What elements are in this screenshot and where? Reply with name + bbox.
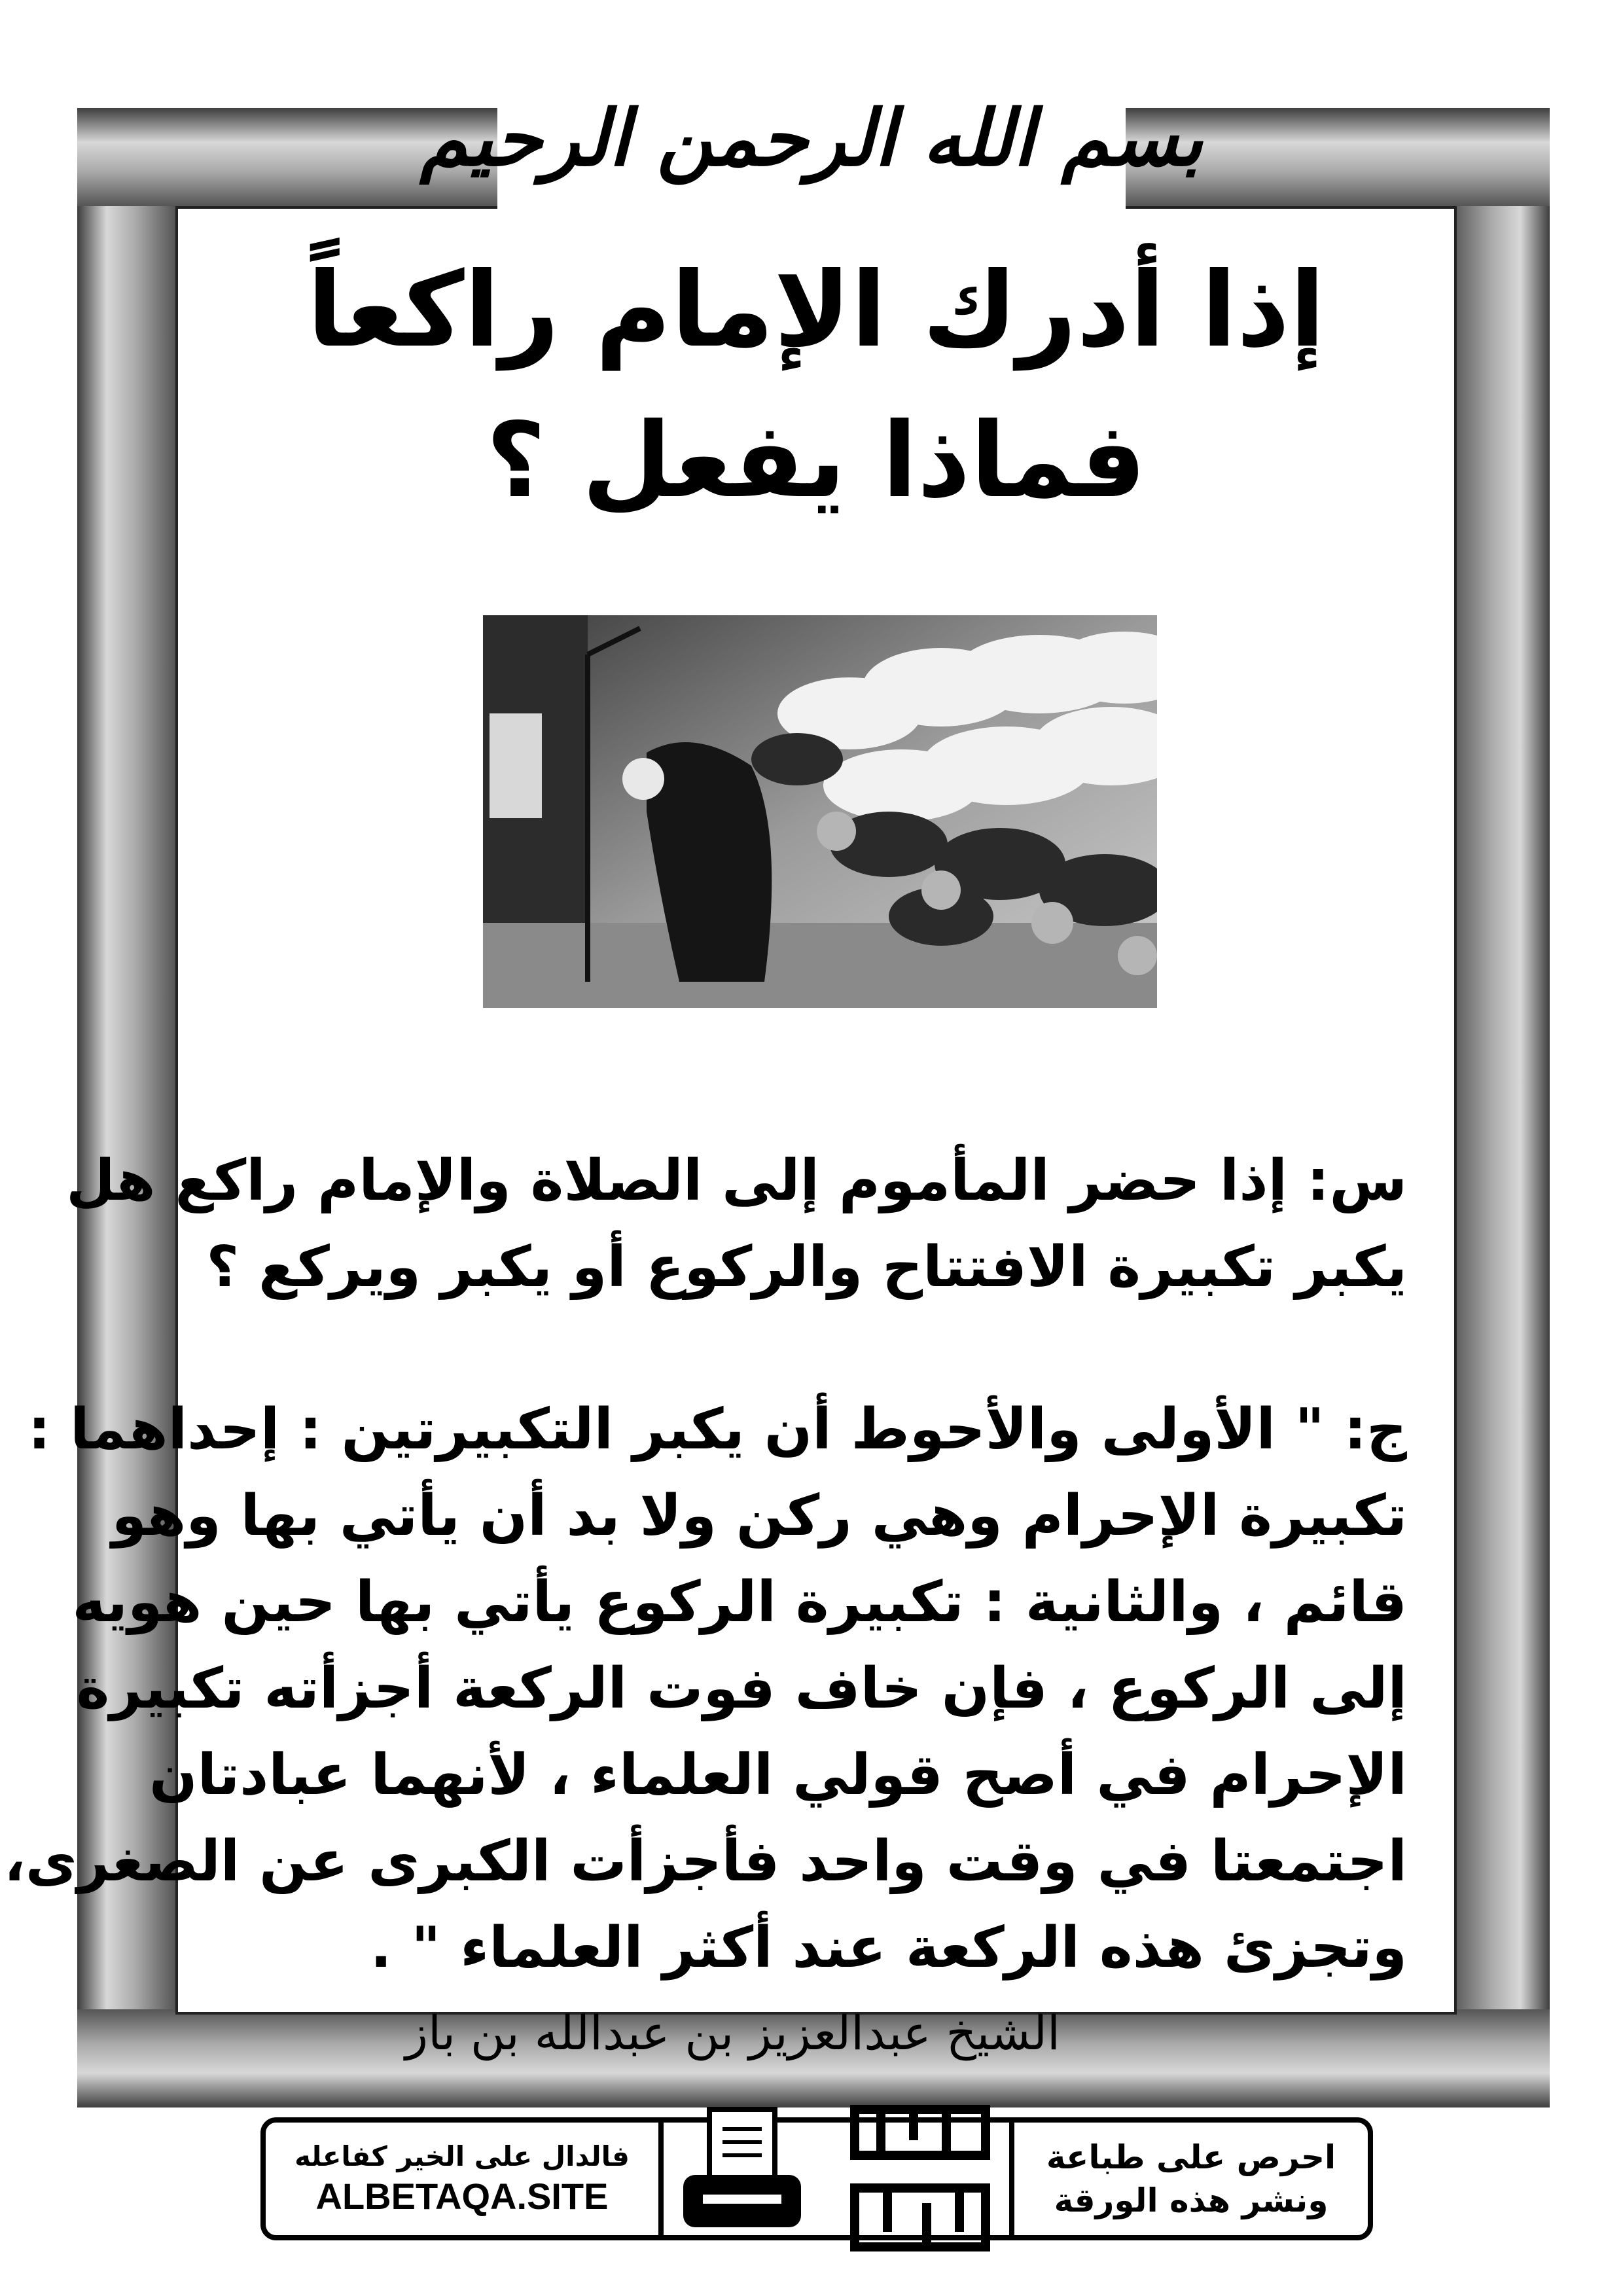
answer-line: وتجزئ هذه الركعة عند أكثر العلماء " . xyxy=(370,1915,1407,1981)
page-title-line-1: إذا أدرك الإمام راكعاً xyxy=(307,250,1325,370)
question-line: يكبر تكبيرة الافتتاح والركوع أو يكبر ويركع ؟ xyxy=(206,1234,1407,1300)
footer-logo-section xyxy=(658,2123,1025,2235)
footer-print-line-2: ونشر هذه الورقة xyxy=(1054,2181,1329,2219)
basmala: بسم الله الرحمن الرحيم xyxy=(419,92,1204,183)
answer-line: إلى الركوع ، فإن خاف فوت الركعة أجزأته تكبيرة xyxy=(76,1656,1407,1721)
footer-site-link[interactable]: ALBETAQA.SITE xyxy=(315,2176,609,2217)
footer-print-line-1: احرص على طباعة xyxy=(1046,2138,1336,2176)
answer-line: الإحرام في أصح قولي العلماء ، لأنهما عبادتان xyxy=(149,1742,1407,1808)
frame-right-bar xyxy=(1452,108,1550,2108)
answer-line: ج: " الأولى والأحوط أن يكبر التكبيرتين : إحداهما : xyxy=(27,1397,1407,1462)
author-signature: الشيخ عبدالعزيز بن عبدالله بن باز xyxy=(405,2005,1060,2060)
printer-icon xyxy=(677,2096,808,2243)
basmala-area xyxy=(419,59,1204,216)
answer-text xyxy=(4,1386,1407,1991)
dawa-logo xyxy=(842,2090,999,2260)
answer-line: تكبيرة الإحرام وهي ركن ولا بد أن يأتي بها وهو xyxy=(111,1483,1407,1549)
page-title-line-2: فماذا يفعل ؟ xyxy=(486,401,1147,521)
answer-line: قائم ، والثانية : تكبيرة الركوع يأتي بها حين هويه xyxy=(72,1570,1407,1635)
answer-line: اجتمعتا في وقت واحد فأجزأت الكبرى عن الصغرى، xyxy=(4,1829,1407,1894)
question-line: س: إذا حضر المأموم إلى الصلاة والإمام راكع هل xyxy=(66,1148,1407,1213)
footer-proverb: فالدال على الخير كفاعله xyxy=(294,2140,630,2172)
question-text xyxy=(66,1138,1407,1310)
footer-right-section xyxy=(1009,2123,1368,2235)
footer-banner xyxy=(260,2117,1373,2240)
footer-left-section xyxy=(266,2123,658,2235)
prayer-photo xyxy=(483,615,1157,1008)
